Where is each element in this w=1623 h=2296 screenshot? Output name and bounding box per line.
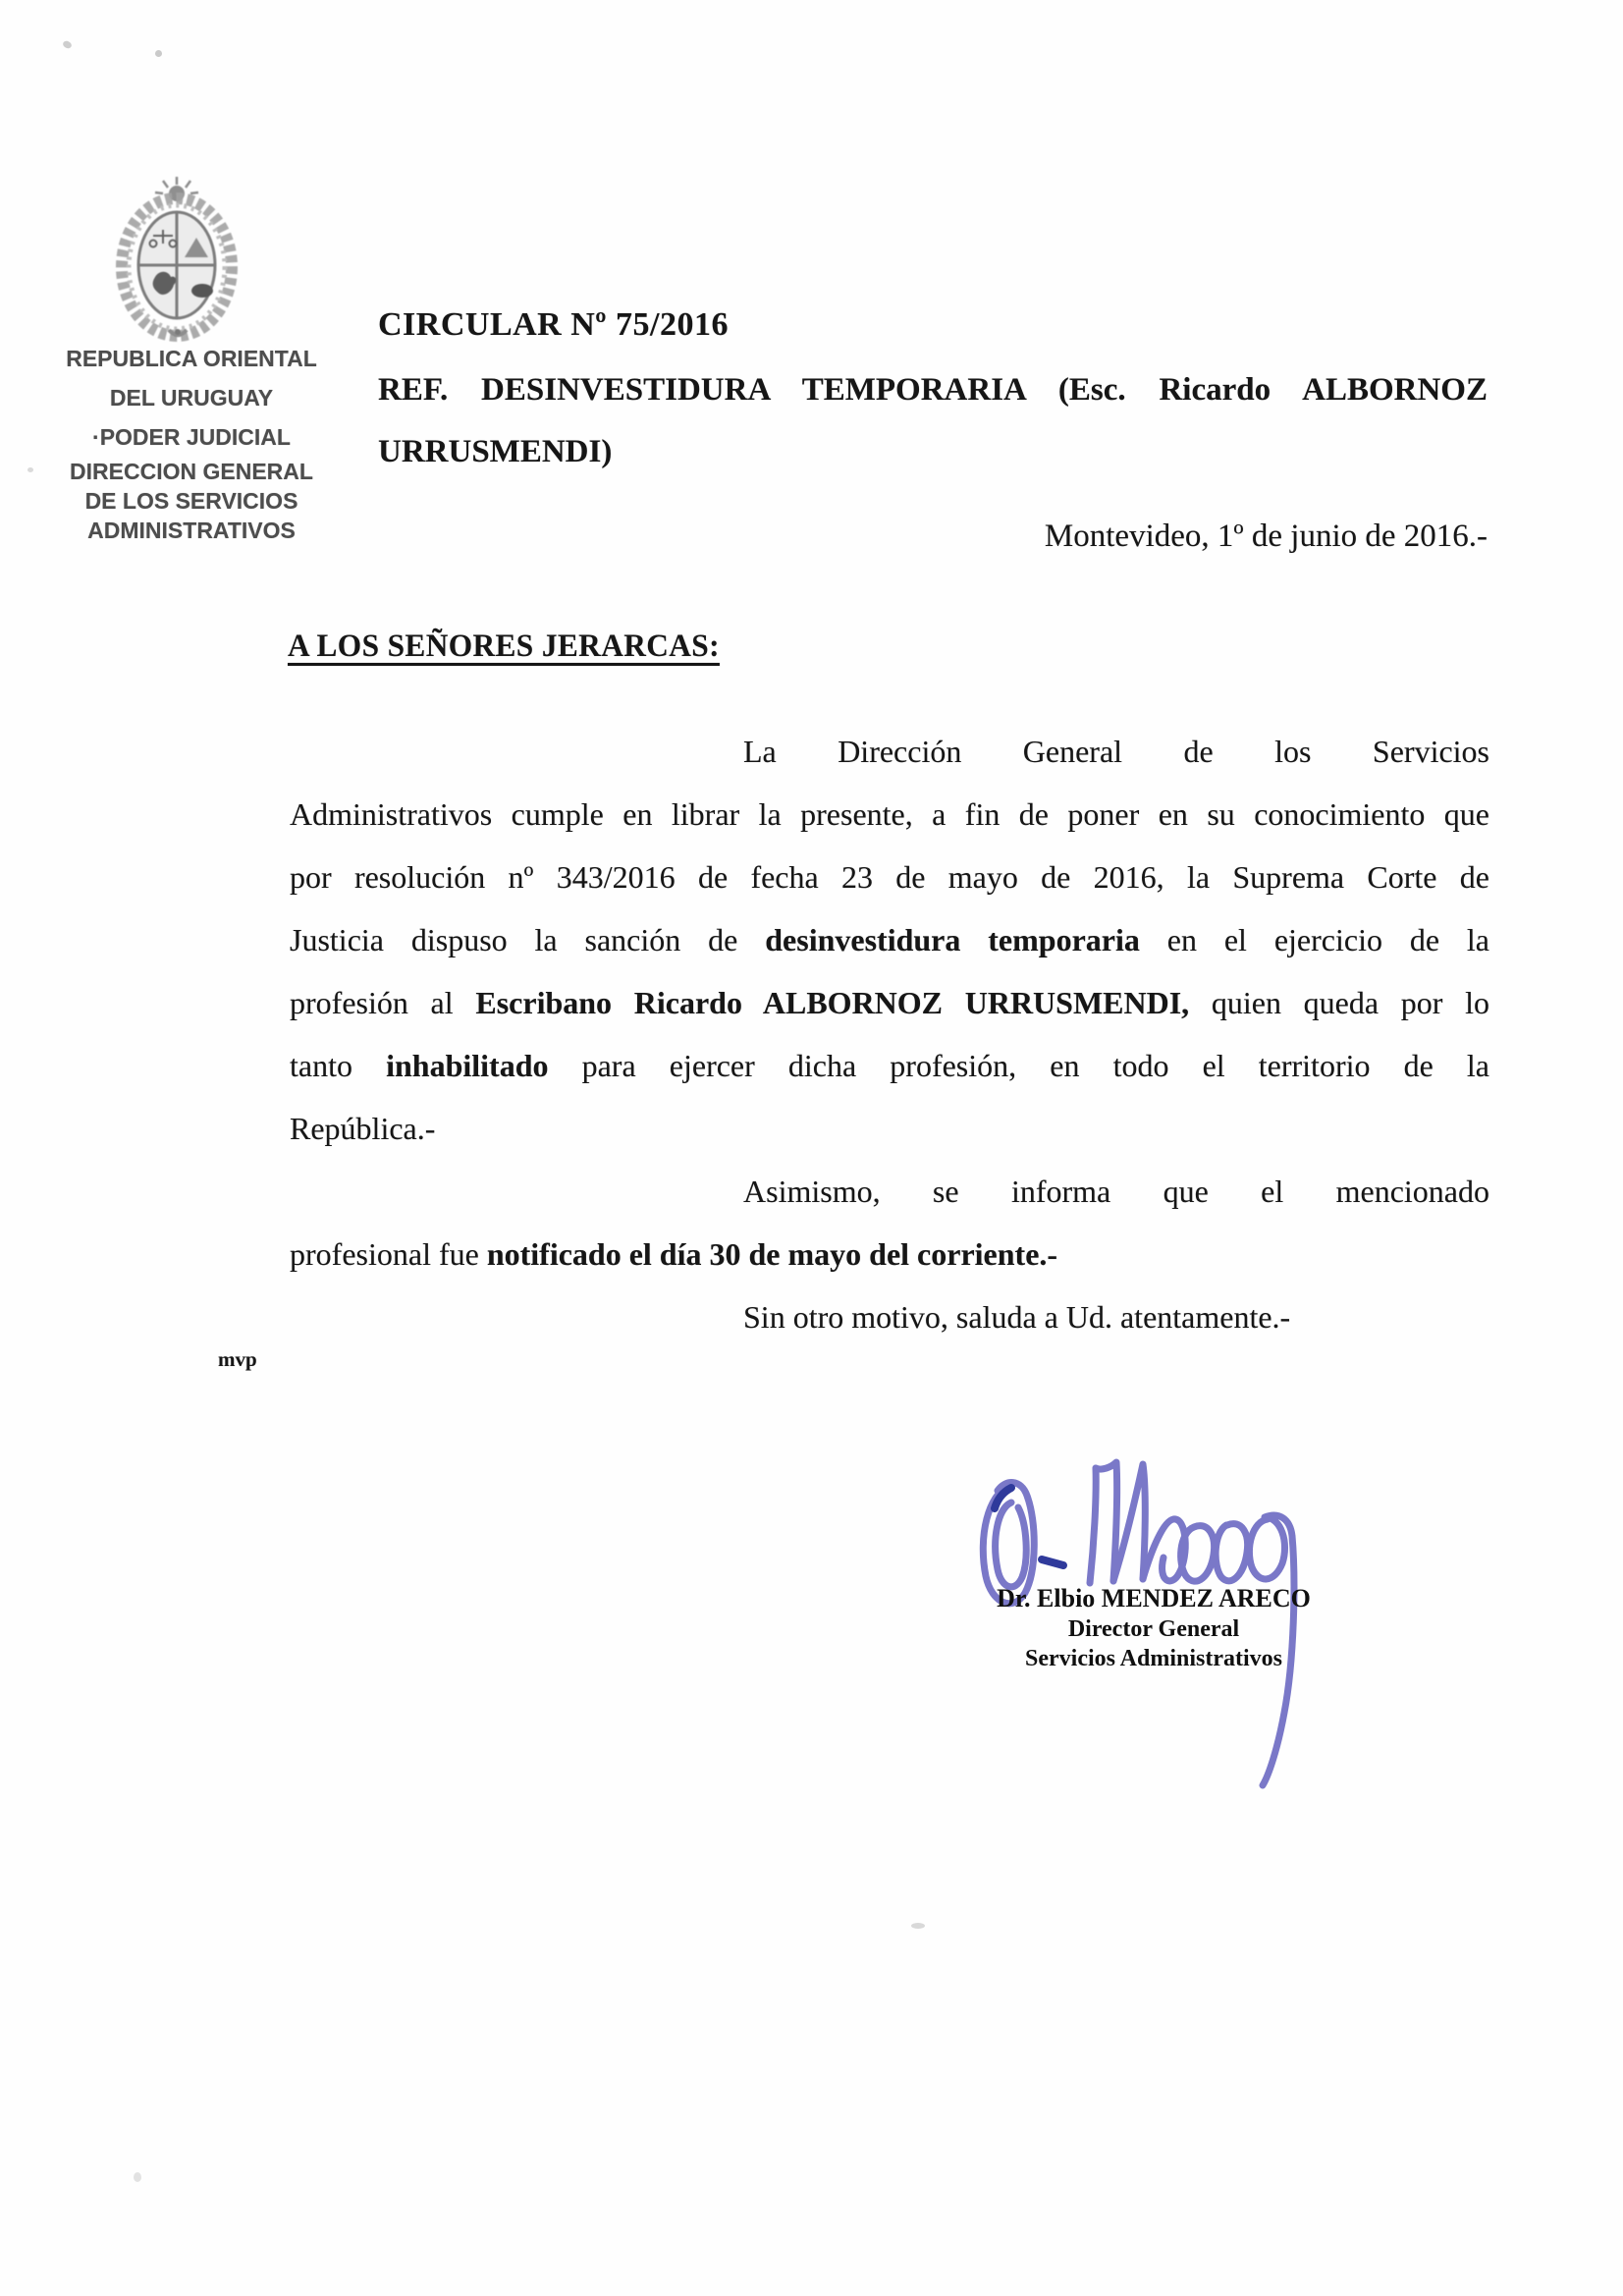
body-text-segment: tanto (290, 1048, 387, 1083)
body-line (290, 1097, 1489, 1160)
circular-number: CIRCULAR Nº 75/2016 (378, 306, 729, 343)
body-text-segment: profesional fue (290, 1236, 487, 1272)
body-line (290, 1160, 1489, 1223)
org-division-line: DIRECCION GENERAL (70, 459, 313, 484)
body-line (290, 1285, 1489, 1348)
letterhead-org-block (29, 339, 353, 545)
body-text-segment: en el ejercicio de la (1139, 922, 1490, 957)
salutation: A LOS SEÑORES JERARCAS: (288, 629, 720, 664)
body-line (290, 908, 1489, 971)
body-line (290, 1034, 1489, 1097)
signature-block (977, 1583, 1330, 1673)
body-text-bold-segment: inhabilitado (386, 1048, 549, 1083)
coat-of-arms-uruguay-icon (106, 173, 248, 342)
body-line (290, 783, 1489, 846)
body-text-segment: profesión al (290, 985, 476, 1020)
scan-speck (911, 1923, 925, 1929)
signatory-name: Dr. Elbio MENDEZ ARECO (997, 1584, 1311, 1613)
body-line (290, 846, 1489, 908)
body-text-bold-segment: Escribano Ricardo ALBORNOZ URRUSMENDI, (475, 985, 1190, 1020)
signatory-title: Servicios Administrativos (1025, 1646, 1282, 1671)
ox-icon (191, 284, 213, 298)
body-paragraphs (290, 720, 1489, 1348)
typist-initials: mvp (218, 1347, 257, 1371)
body-text-segment: La Dirección General de los Servicios (743, 734, 1489, 769)
reference-line: REF. DESINVESTIDURA TEMPORARIA (Esc. Ricardo ALBORNOZ (378, 372, 1488, 408)
body-text-segment: Asimismo, se informa que el mencionado (743, 1174, 1489, 1209)
body-text-segment: Justicia dispuso la sanción de (290, 922, 766, 957)
reference-line: URRUSMENDI) (378, 434, 613, 469)
heading-block (378, 306, 1488, 483)
body-text-segment: quien queda por lo (1189, 985, 1490, 1020)
scan-speck (134, 2172, 141, 2182)
org-name-line: DEL URUGUAY (109, 385, 274, 410)
body-text-bold-segment: notificado el día 30 de mayo del corriente.- (486, 1236, 1058, 1272)
body-text-bold-segment: desinvestidura temporaria (765, 922, 1140, 957)
body-line (290, 971, 1489, 1034)
org-name-line: ·PODER JUDICIAL (92, 424, 291, 450)
org-division-line: ADMINISTRATIVOS (87, 518, 296, 543)
body-line (290, 720, 1489, 783)
body-text-segment: para ejercer dicha profesión, en todo el territorio de la (548, 1048, 1490, 1083)
body-line (290, 1223, 1489, 1285)
scan-speck (62, 39, 73, 49)
body-text-segment: Administrativos cumple en librar la presente, a fin de poner en su conocimiento que (290, 796, 1489, 832)
body-text-segment: por resolución nº 343/2016 de fecha 23 de mayo de 2016, la Suprema Corte de (290, 859, 1489, 895)
org-division-line: DE LOS SERVICIOS (84, 488, 298, 514)
body-text-segment: Sin otro motivo, saluda a Ud. atentamente.- (743, 1299, 1291, 1335)
scan-speck (155, 50, 162, 57)
reference-block (378, 359, 1488, 483)
org-name-line: REPUBLICA ORIENTAL (66, 346, 317, 371)
signatory-title: Director General (1067, 1616, 1240, 1642)
body-text-segment: República.- (290, 1111, 436, 1146)
dateline: Montevideo, 1º de junio de 2016.- (1044, 519, 1488, 554)
